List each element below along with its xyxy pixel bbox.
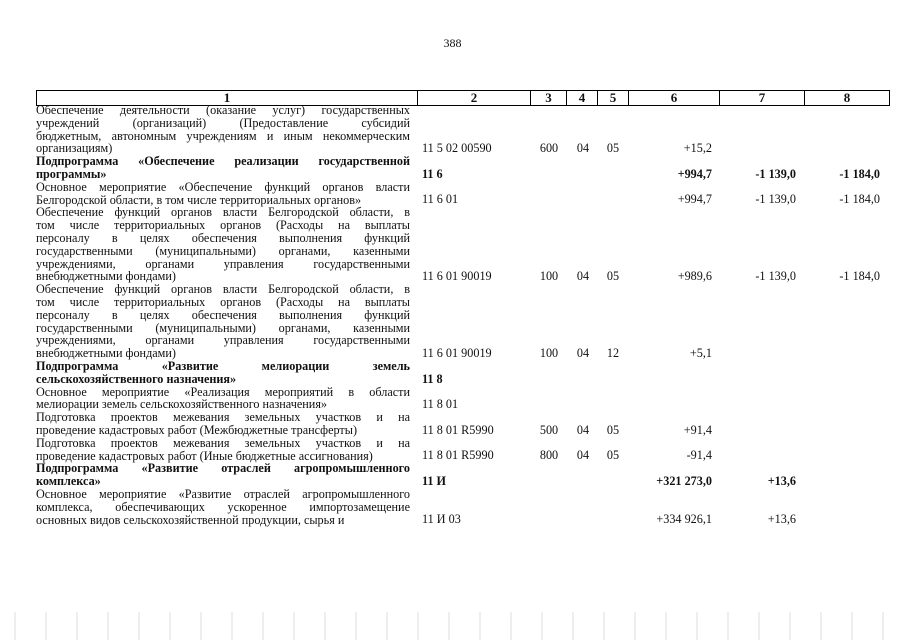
row-description — [36, 437, 410, 463]
description-line: проведение кадастровых работ (Иные бюджетные ассигнования) — [36, 448, 373, 463]
table-row — [36, 283, 886, 360]
description-line: Подпрограмма «Развитие мелиорации земель — [36, 358, 410, 373]
description-line: Основное мероприятие «Обеспечение функций органов власти — [36, 179, 410, 194]
header-col-4: 4 — [567, 91, 598, 106]
table-row — [36, 488, 886, 526]
description-line: государственными (муниципальными) органами, казенными — [36, 243, 410, 258]
header-col-3: 3 — [531, 91, 567, 106]
table-row — [36, 360, 886, 386]
table-row — [36, 104, 886, 155]
cell-c6: -91,4 — [686, 448, 712, 463]
cell-c7: +13,6 — [767, 473, 796, 488]
description-line: внебюджетными фондами) — [36, 346, 176, 361]
cell-code: 11 8 01 R5990 — [422, 422, 494, 437]
description-line: учреждениями, органами управления государственными — [36, 256, 410, 271]
cell-code: 11 8 — [422, 371, 443, 386]
description-line: программы» — [36, 166, 107, 181]
description-line: основных видов сельскохозяйственной продукции, сырья и — [36, 512, 345, 527]
cell-c8: -1 184,0 — [839, 192, 880, 207]
cell-c6: +994,7 — [677, 166, 712, 181]
cell-c8: -1 184,0 — [839, 269, 880, 284]
description-line: Подготовка проектов межевания земельных участков и на — [36, 410, 410, 425]
cell-code: 11 8 01 R5990 — [422, 448, 494, 463]
cell-c5: 05 — [606, 448, 620, 463]
cell-code: 11 8 01 — [422, 397, 459, 412]
description-line: Подпрограмма «Обеспечение реализации государственной — [36, 154, 410, 169]
cell-c6: +994,7 — [677, 192, 712, 207]
cell-c6: +15,2 — [683, 141, 712, 156]
cell-c4: 04 — [576, 269, 590, 284]
cell-c7: -1 139,0 — [755, 192, 796, 207]
cell-c4: 04 — [576, 141, 590, 156]
table-row — [36, 437, 886, 463]
description-line: персоналу в целях обеспечения выполнения функций — [36, 307, 410, 322]
description-line: учреждений (организаций) (Предоставление субсидий — [36, 115, 410, 130]
description-line: сельскохозяйственного назначения» — [36, 371, 237, 386]
description-line: комплекса» — [36, 474, 101, 489]
cell-code: 11 6 01 90019 — [422, 269, 492, 284]
description-line: Обеспечение деятельности (оказание услуг) государственных — [36, 103, 410, 117]
cell-c6: +91,4 — [683, 422, 712, 437]
description-line: комплекса, обеспечивающих ускоренное импортозамещение — [36, 499, 410, 514]
cell-code: 11 И — [422, 473, 447, 488]
description-line: мелиорации земель сельскохозяйственного назначения» — [36, 397, 328, 412]
table-row — [36, 155, 886, 181]
cell-code: 11 5 02 00590 — [422, 141, 492, 156]
description-line: том числе территориальных органов (Расходы на выплаты — [36, 218, 410, 233]
cell-c6: +989,6 — [677, 269, 712, 284]
cell-c5: 05 — [606, 141, 620, 156]
table-row — [36, 411, 886, 437]
scan-noise — [0, 612, 905, 640]
row-description — [36, 386, 410, 412]
row-description — [36, 360, 410, 386]
description-line: внебюджетными фондами) — [36, 269, 176, 284]
row-description — [36, 104, 410, 155]
description-line: Основное мероприятие «Развитие отраслей агропромышленного — [36, 486, 410, 501]
cell-c6: +321 273,0 — [656, 473, 712, 488]
cell-c5: 05 — [606, 422, 620, 437]
header-col-5: 5 — [598, 91, 629, 106]
cell-code: 11 6 — [422, 166, 443, 181]
cell-c3: 600 — [539, 141, 559, 156]
row-description — [36, 181, 410, 207]
table-row — [36, 206, 886, 283]
cell-code: 11 6 01 90019 — [422, 345, 492, 360]
table-row — [36, 386, 886, 412]
budget-table-body — [36, 104, 886, 526]
description-line: персоналу в целях обеспечения выполнения функций — [36, 230, 410, 245]
header-col-2: 2 — [418, 91, 531, 106]
cell-c3: 800 — [539, 448, 559, 463]
header-col-8: 8 — [805, 91, 890, 106]
cell-c3: 500 — [539, 422, 559, 437]
description-line: Обеспечение функций органов власти Белгородской области, в — [36, 282, 410, 297]
row-description — [36, 462, 410, 488]
description-line: Белгородской области, в том числе территориальных органов» — [36, 192, 362, 207]
cell-c3: 100 — [539, 269, 559, 284]
cell-c3: 100 — [539, 345, 559, 360]
header-col-1: 1 — [37, 91, 418, 106]
row-description — [36, 411, 410, 437]
table-row — [36, 181, 886, 207]
row-description — [36, 283, 410, 360]
cell-code: 11 6 01 — [422, 192, 459, 207]
description-line: том числе территориальных органов (Расходы на выплаты — [36, 294, 410, 309]
header-col-6: 6 — [629, 91, 720, 106]
description-line: учреждениями, органами управления государственными — [36, 333, 410, 348]
page-number: 388 — [443, 36, 462, 50]
row-description — [36, 488, 410, 526]
description-line: государственными (муниципальными) органами, казенными — [36, 320, 410, 335]
description-line: Основное мероприятие «Реализация мероприятий в области — [36, 384, 410, 399]
cell-c7: +13,6 — [767, 512, 796, 527]
description-line: Обеспечение функций органов власти Белгородской области, в — [36, 205, 410, 220]
row-description — [36, 206, 410, 283]
cell-c7: -1 139,0 — [755, 166, 796, 181]
header-col-7: 7 — [720, 91, 805, 106]
cell-code: 11 И 03 — [422, 512, 461, 527]
cell-c5: 05 — [606, 269, 620, 284]
cell-c6: +5,1 — [689, 345, 712, 360]
description-line: Подпрограмма «Развитие отраслей агропромышленного — [36, 461, 410, 476]
table-row — [36, 462, 886, 488]
description-line: Подготовка проектов межевания земельных участков и на — [36, 435, 410, 450]
cell-c5: 12 — [606, 345, 620, 360]
cell-c6: +334 926,1 — [656, 512, 712, 527]
description-line: бюджетным, автономным учреждениям и иным некоммерческим — [36, 128, 410, 143]
description-line: организациям) — [36, 141, 113, 156]
row-description — [36, 155, 410, 181]
cell-c4: 04 — [576, 345, 590, 360]
cell-c7: -1 139,0 — [755, 269, 796, 284]
description-line: проведение кадастровых работ (Межбюджетные трансферты) — [36, 422, 357, 437]
cell-c8: -1 184,0 — [839, 166, 880, 181]
cell-c4: 04 — [576, 422, 590, 437]
cell-c4: 04 — [576, 448, 590, 463]
